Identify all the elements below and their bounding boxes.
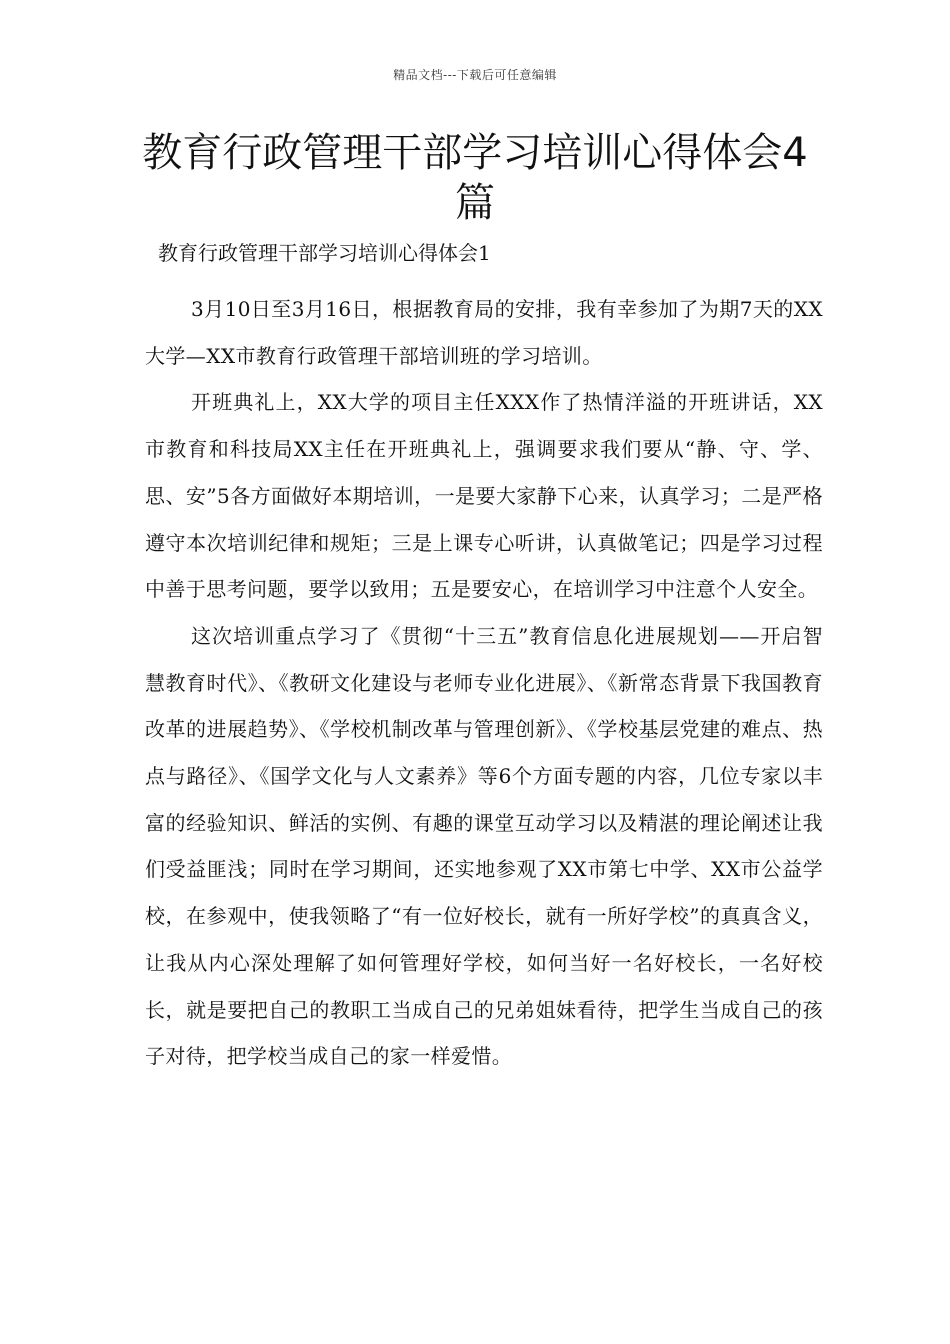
paragraph-2: 开班典礼上，XX大学的项目主任XXX作了热情洋溢的开班讲话，XX市教育和科技局XX主任在开班典礼上，强调要求我们要从“静、守、学、思、安”5各方面做好本期培训，一是要大家静下心来，认真学习；二是严格遵守本次培训纪律和规矩；三是上课专心听讲，认真做笔记；四是学习过程中善于思考问题，要学以致用；五是要安心，在培训学习中注意个人安全。 — [145, 390, 823, 602]
paragraph-3: 这次培训重点学习了《贯彻“十三五”教育信息化进展规划——开启智慧教育时代》、《教研文化建设与老师专业化进展》、《新常态背景下我国教育改革的进展趋势》、《学校机制改革与管理创新》、《学校基层党建的难点、热点与路径》、《国学文化与人文素养》等6个方面专题的内容，几位专家以丰富的经验知识、鲜活的实例、有趣的课堂互动学习以及精湛的理论阐述让我们受益匪浅；同时在学习期间，还实地参观了XX市第七中学、XX市公益学校，在参观中，使我领略了“有一位好校长，就有一所好学校”的真真含义，让我从内心深处理解了如何管理好学校，如何当好一名好校长，一名好校长，就是要把自己的教职工当成自己的兄弟姐妹看待，把学生当成自己的孩子对待，把学校当成自己的家一样爱惜。 — [145, 623, 823, 1069]
document-title: 教育行政管理干部学习培训心得体会4篇 — [142, 130, 808, 226]
section-title: 教育行政管理干部学习培训心得体会1 — [158, 241, 491, 265]
body-text — [145, 286, 823, 1080]
header-note: 精品文档---下载后可任意编辑 — [393, 68, 557, 82]
paragraph-1: 3月10日至3月16日，根据教育局的安排，我有幸参加了为期7天的XX大学—XX市教育行政管理干部培训班的学习培训。 — [145, 297, 823, 368]
